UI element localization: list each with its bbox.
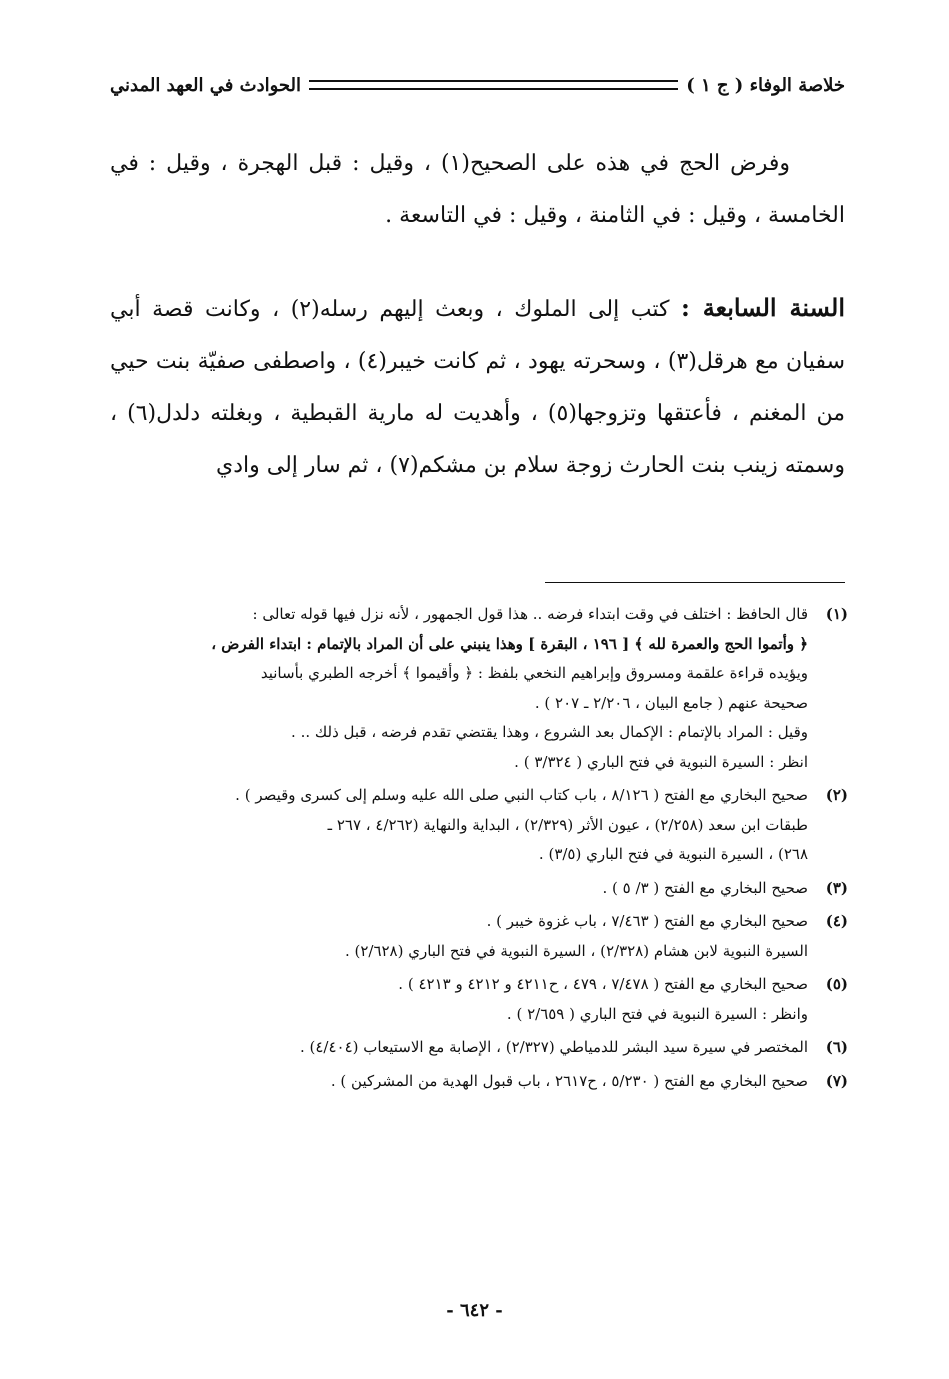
footnote-line: ٢٦٨) ، السيرة النبوية في فتح الباري (٣/٥) . <box>538 845 808 863</box>
footnote-line: صحيح البخاري مع الفتح ( ٥/٢٣٠ ، ح٢٦١٧ ، باب قبول الهدية من المشركين ) . <box>330 1071 808 1090</box>
running-header <box>110 70 845 100</box>
footnote-number: (١) <box>825 605 848 623</box>
footnote-number: (٢) <box>825 786 848 804</box>
main-text <box>110 138 845 492</box>
footnote-line: انظر : السيرة النبوية في فتح الباري ( ٣/٣٢٤ ) . <box>514 752 808 771</box>
header-book-title: خلاصة الوفاء ( ج ١ ) <box>686 74 845 96</box>
header-section-title: الحوادث في العهد المدني <box>110 74 302 96</box>
footnote-line: صحيحة عنهم ( جامع البيان ، ٢/٢٠٦ ـ ٢٠٧ ) . <box>534 693 808 712</box>
footnote-line: صحيح البخاري مع الفتح ( ٧/٤٧٨ ، ٤٧٩ ، ح٤٢١١ و ٤٢١٢ و ٤٢١٣ ) . <box>398 975 808 993</box>
footnote <box>110 781 848 870</box>
footnote-line: طبقات ابن سعد (٢/٢٥٨) ، عيون الأثر (٢/٣٢٩) ، البداية والنهاية (٤/٢٦٢ ، ٢٦٧ ـ <box>327 815 808 834</box>
footnote <box>110 1067 848 1097</box>
paragraph-year-seven <box>110 282 845 492</box>
footnote-line: قال الحافظ : اختلف في وقت ابتداء فرضه .. هذا قول الجمهور ، لأنه نزل فيها قوله تعالى : <box>252 605 808 623</box>
footnote-number: (٧) <box>825 1071 848 1090</box>
footnote-line: وقيل : المراد بالإتمام : الإكمال بعد الشروع ، وهذا يقتضي تقدم فرضه ، قبل ذلك .. . <box>291 723 808 741</box>
footnote-line: ويؤيده قراءة علقمة ومسروق وإبراهيم النخعي بلفظ : ﴿ وأقيموا ﴾ أخرجه الطبري بأسانيد <box>260 664 808 682</box>
footnote-number: (٤) <box>825 912 848 930</box>
footnote-line: صحيح البخاري مع الفتح ( ٣/ ٥ ) . <box>602 878 808 897</box>
paragraph-hajj: وفرض الحج في هذه على الصحيح(١) ، وقيل : قبل الهجرة ، وقيل : في الخامسة ، وقيل : في الثامنة ، وقيل : في التاسعة . <box>110 151 845 228</box>
footnote-line: صحيح البخاري مع الفتح ( ٨/١٢٦ ، باب كتاب النبي صلى الله عليه وسلم إلى كسرى وقيصر ) . <box>235 786 808 804</box>
footnote <box>110 970 848 1029</box>
footnote-divider <box>545 582 845 583</box>
footnote <box>110 600 848 777</box>
footnote-line: ﴿ وأتموا الحج والعمرة لله ﴾ [ ١٩٦ ، البقرة ] وهذا ينبني على أن المراد بالإتمام : ابتداء الفرض ، <box>211 634 808 653</box>
year-title: السنة السابعة : <box>681 293 845 322</box>
footnote-line: السيرة النبوية لابن هشام (٢/٣٢٨) ، السيرة النبوية في فتح الباري (٢/٦٢٨) . <box>344 941 808 960</box>
page-number: - ٦٤٢ - <box>446 1300 503 1321</box>
footnote <box>110 1033 848 1063</box>
year-seven-text: كتب إلى الملوك ، وبعث إليهم رسله(٢) ، وكانت قصة أبي سفيان مع هرقل(٣) ، وسحرته يهود ، ثم كانت خيبر(٤) ، واصطفى صفيّة بنت حيي من المغنم ، فأعتقها وتزوجها(٥) ، وأهديت له مارية القبطية ، وبغلته دلدل(٦) ، وسمته زينب بنت الحارث زوجة سلام بن مشكم(٧) ، ثم سار إلى وادي <box>110 297 846 478</box>
header-rule <box>309 80 678 90</box>
footnote-line: صحيح البخاري مع الفتح ( ٧/٤٦٣ ، باب غزوة خيبر ) . <box>486 912 808 930</box>
footnote <box>110 874 848 904</box>
footnote <box>110 907 848 966</box>
footnote-number: (٦) <box>825 1038 848 1056</box>
footnote-line: المختصر في سيرة سيد البشر للدمياطي (٢/٣٢٧) ، الإصابة مع الاستيعاب (٤/٤٠٤) . <box>299 1038 808 1056</box>
footnote-line: وانظر : السيرة النبوية في فتح الباري ( ٢/٦٥٩ ) . <box>506 1004 808 1023</box>
footnote-number: (٣) <box>825 878 848 897</box>
footnotes <box>110 600 848 1100</box>
footnote-number: (٥) <box>825 975 848 993</box>
